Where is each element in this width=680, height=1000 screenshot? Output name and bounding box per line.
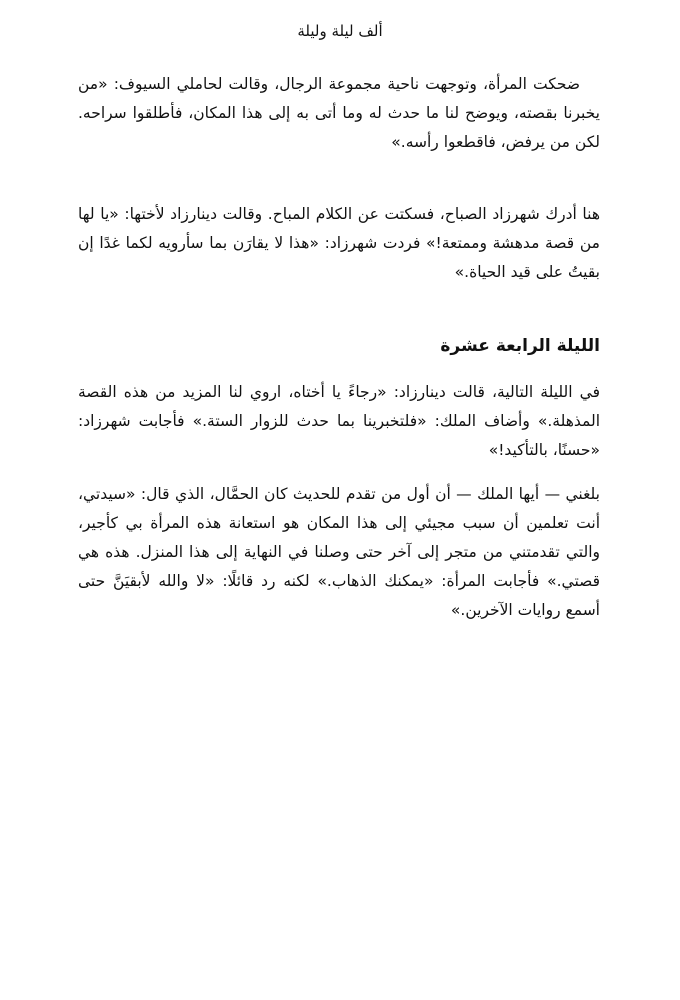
- paragraph-dawn-break: هنا أدرك شهرزاد الصباح، فسكتت عن الكلام المباح. وقالت دينارزاد لأختها: «يا لها من قصة مدهشة وممتعة!» فردت شهرزاد: «هذا لا يقارَن بما سأرويه لكما غدًا إن بقيتُ على قيد الحياة.»: [78, 205, 600, 281]
- paragraph-porter-story: بلغني — أيها الملك — أن أول من تقدم للحديث كان الحمَّال، الذي قال: «سيدتي، أنت تعلمين أن سبب مجيئي إلى هذا المكان هو استعانة هذه المرأة بي كأجير، والتي تقدمتني من متجر إلى آخر حتى وصلنا في النهاية إلى هذا المنزل. هذه هي قصتي.» فأجابت المرأة: «يمكنك الذهاب.» لكنه رد قائلًا: «لا والله لأبقيَنَّ حتى أسمع روايات الآخرين.»: [78, 485, 600, 619]
- paragraph-next-night: في الليلة التالية، قالت دينارزاد: «رجاءً يا أختاه، اروي لنا المزيد من هذه القصة المذهلة.» وأضاف الملك: «فلتخبرينا بما حدث للزوار الستة.» فأجابت شهرزاد: «حسنًا، بالتأكيد!»: [78, 383, 600, 459]
- running-header: ألف ليلة وليلة: [297, 22, 383, 40]
- chapter-heading: الليلة الرابعة عشرة: [440, 336, 600, 356]
- paragraph-women-orders: ضحكت المرأة، وتوجهت ناحية مجموعة الرجال، وقالت لحاملي السيوف: «من يخبرنا بقصته، ويوضح لنا ما حدث له وما أتى به إلى هذا المكان، فأطلقوا سراحه. لكن من يرفض، فاقطعوا رأسه.»: [78, 75, 600, 151]
